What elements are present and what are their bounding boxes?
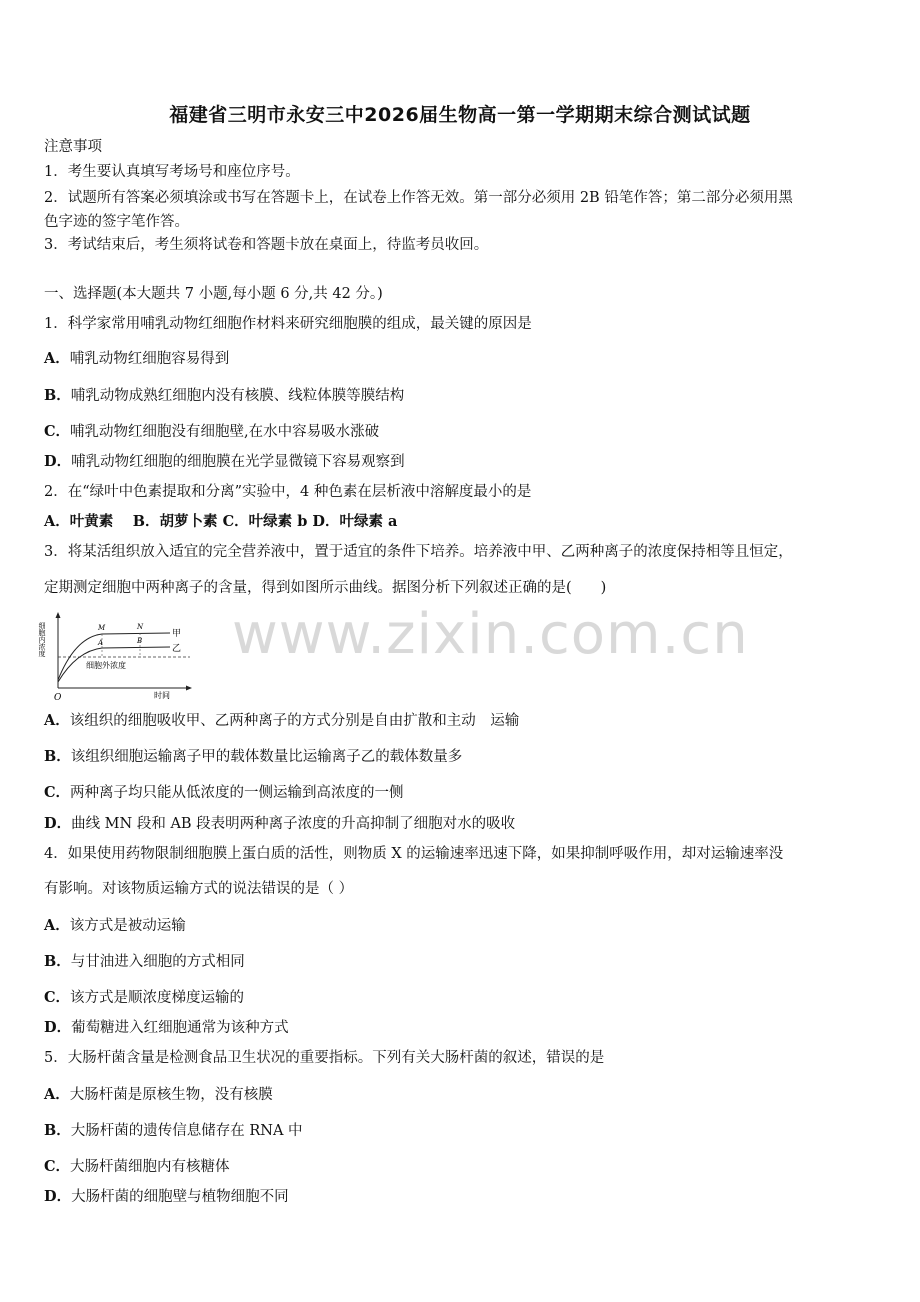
- curve-jia-label: 甲: [172, 629, 182, 639]
- option-text: 该方式是顺浓度梯度运输的: [70, 990, 245, 1006]
- page-title: 福建省三明市永安三中2026届生物高一第一学期期末综合测试试题: [169, 104, 751, 126]
- question-option: [44, 988, 880, 1008]
- baseline-label: 细胞外浓度: [86, 661, 126, 670]
- question-stem: 有影响。对该物质运输方式的说法错误的是（ ）: [44, 881, 354, 897]
- point-label: N: [137, 623, 144, 631]
- option-letter: A．: [44, 712, 70, 729]
- question-option: [44, 386, 880, 406]
- option-letter: B．: [44, 953, 71, 970]
- x-axis-arrow-icon: [186, 686, 192, 691]
- section-heading: 一、选择题(本大题共 7 小题,每小题 6 分,共 42 分。): [44, 286, 383, 302]
- option-letter: D．: [44, 1019, 72, 1036]
- notice-item: 色字迹的签字笔作答。: [44, 214, 189, 230]
- option-letter: A．: [44, 917, 70, 934]
- option-letter: C．: [44, 423, 71, 440]
- ion-concentration-figure: [40, 610, 200, 702]
- question-stem: 3．将某活组织放入适宜的完全营养液中，置于适宜的条件下培养。培养液中甲、乙两种离子的浓度保持相等且恒定，: [44, 544, 793, 560]
- question-option: [44, 349, 880, 369]
- question-option: [44, 711, 880, 731]
- option-letter: D．: [44, 815, 72, 832]
- option-letter: C．: [44, 989, 71, 1006]
- question-option: [44, 1187, 880, 1207]
- watermark: www.zixin.com.cn: [232, 602, 749, 667]
- option-letter: B．: [44, 748, 71, 765]
- question-stem: 5．大肠杆菌含量是检测食品卫生状况的重要指标。下列有关大肠杆菌的叙述，错误的是: [44, 1050, 605, 1066]
- question-stem: 2．在“绿叶中色素提取和分离”实验中，4 种色素在层析液中溶解度最小的是: [44, 484, 532, 500]
- question-option: [44, 747, 880, 767]
- notice-item: 1．考生要认真填写考场号和座位序号。: [44, 164, 300, 180]
- option-text: 该组织细胞运输离子甲的载体数量比运输离子乙的载体数量多: [70, 749, 463, 765]
- option-text: 哺乳动物红细胞容易得到: [69, 351, 230, 367]
- option-text: 哺乳动物成熟红细胞内没有核膜、线粒体膜等膜结构: [70, 388, 405, 404]
- option-text: 大肠杆菌是原核生物，没有核膜: [69, 1087, 273, 1103]
- question-option: [44, 814, 880, 834]
- option-letter: D．: [44, 453, 72, 470]
- origin-label: O: [54, 693, 62, 703]
- question-option: [44, 1018, 880, 1038]
- x-axis-label: 时间: [154, 691, 170, 700]
- question-stem: 1．科学家常用哺乳动物红细胞作材料来研究细胞膜的组成，最关键的原因是: [44, 316, 532, 332]
- question-option: [44, 1157, 880, 1177]
- y-axis-label: 细胞内浓度: [38, 622, 46, 657]
- question-stem: 4．如果使用药物限制细胞膜上蛋白质的活性，则物质 X 的运输速率迅速下降，如果抑制呼吸作用，却对运输速率没: [44, 846, 784, 862]
- option-letter: C．: [44, 1158, 71, 1175]
- option-text: 大肠杆菌的遗传信息储存在 RNA 中: [70, 1123, 303, 1139]
- option-text: 该组织的细胞吸收甲、乙两种离子的方式分别是自由扩散和主动 运输: [69, 713, 520, 729]
- notice-item: 2．试题所有答案必须填涂或书写在答题卡上，在试卷上作答无效。第一部分必须用 2B 铅笔作答；第二部分必须用黑: [44, 190, 793, 206]
- option-letter: A．: [44, 350, 70, 367]
- option-text: 大肠杆菌细胞内有核糖体: [70, 1159, 230, 1175]
- option-letter: B．: [44, 1122, 71, 1139]
- option-text: 与甘油进入细胞的方式相同: [70, 954, 245, 970]
- option-text: 该方式是被动运输: [69, 918, 186, 934]
- concentration-curve-graph: [40, 610, 200, 702]
- option-text: 两种离子均只能从低浓度的一侧运输到高浓度的一侧: [70, 785, 404, 801]
- point-label: M: [98, 624, 106, 632]
- question-option: [44, 1085, 880, 1105]
- option-text: 哺乳动物红细胞没有细胞壁,在水中容易吸水涨破: [70, 424, 380, 440]
- notice-heading: 注意事项: [44, 139, 102, 155]
- curve-jia: [58, 633, 170, 680]
- point-label: B: [137, 637, 143, 645]
- curve-yi-label: 乙: [172, 644, 182, 654]
- option-text: 哺乳动物红细胞的细胞膜在光学显微镜下容易观察到: [71, 454, 405, 470]
- option-letter: D．: [44, 1188, 72, 1205]
- option-text: 葡萄糖进入红细胞通常为该种方式: [71, 1020, 289, 1036]
- option-letter: A．: [44, 1086, 70, 1103]
- question-option: [44, 422, 880, 442]
- y-axis-arrow-icon: [56, 612, 61, 618]
- question-option: [44, 952, 880, 972]
- option-text: 曲线 MN 段和 AB 段表明两种离子浓度的升高抑制了细胞对水的吸收: [71, 816, 516, 832]
- notice-item: 3．考试结束后，考生须将试卷和答题卡放在桌面上，待监考员收回。: [44, 237, 489, 253]
- question-option: [44, 1121, 880, 1141]
- question-option: [44, 916, 880, 936]
- option-letter: B．: [44, 387, 71, 404]
- option-text: 大肠杆菌的细胞壁与植物细胞不同: [71, 1189, 289, 1205]
- question-option: [44, 783, 880, 803]
- point-label: A: [98, 639, 104, 647]
- question-stem: 定期测定细胞中两种离子的含量，得到如图所示曲线。据图分析下列叙述正确的是( ): [44, 580, 607, 596]
- option-letter: C．: [44, 784, 71, 801]
- question-options-inline: A．叶黄素 B．胡萝卜素 C．叶绿素 b D．叶绿素 a: [44, 513, 398, 530]
- question-option: [44, 452, 880, 472]
